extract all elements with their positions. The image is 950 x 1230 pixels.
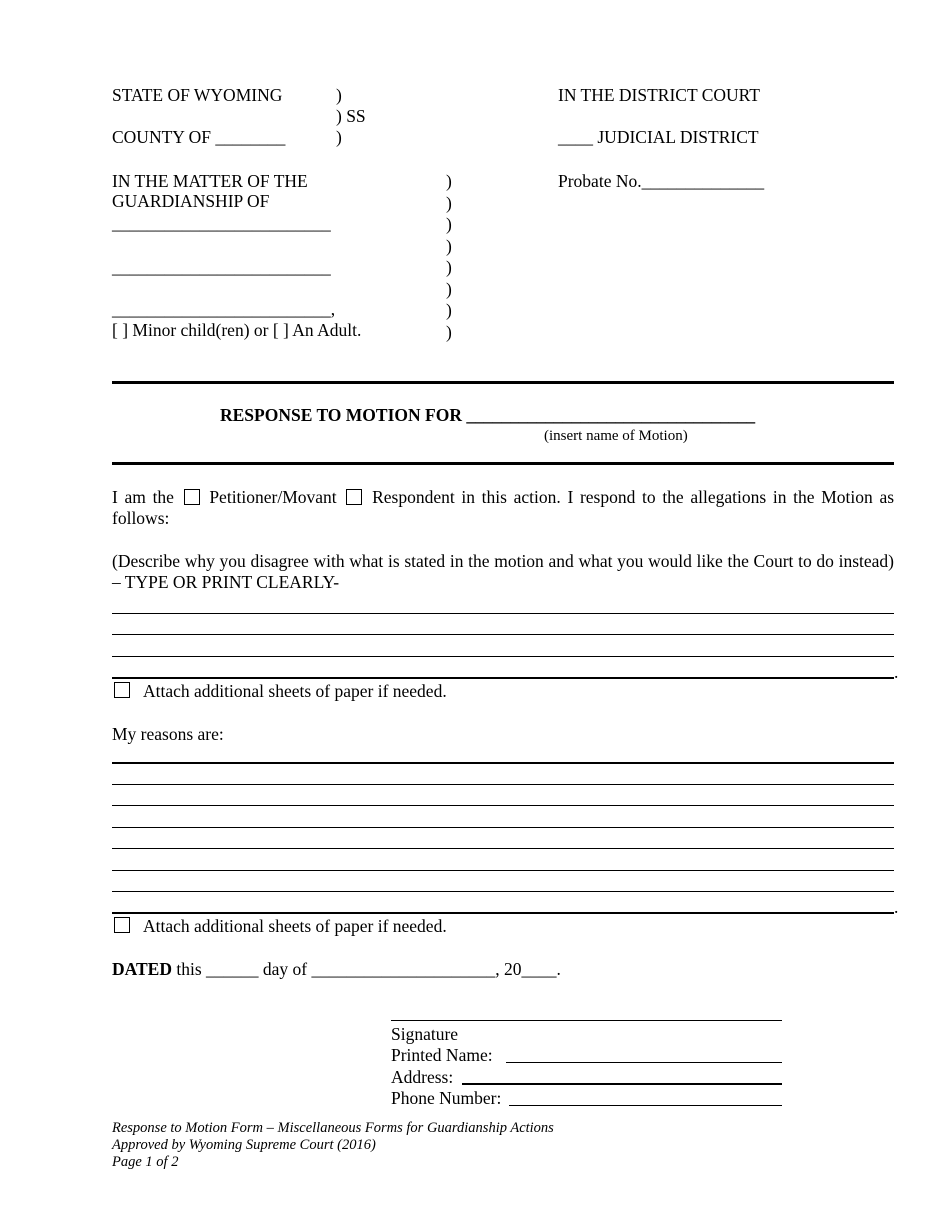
divider-bottom bbox=[112, 462, 894, 465]
footer-page-number: Page 1 of 2 bbox=[112, 1154, 179, 1170]
matter-line-1: IN THE MATTER OF THE bbox=[112, 171, 308, 191]
district-label: ____ JUDICIAL DISTRICT bbox=[558, 127, 759, 147]
response-line[interactable] bbox=[112, 677, 894, 679]
petitioner-label: Petitioner/Movant bbox=[209, 487, 337, 507]
dated-label: DATED bbox=[112, 959, 172, 979]
respondent-label: Respondent in this action. I respond to the allegations in the Motion as follows: bbox=[112, 487, 895, 528]
reasons-line[interactable] bbox=[112, 827, 894, 828]
reasons-line[interactable] bbox=[112, 891, 894, 892]
phone-label: Phone Number: bbox=[391, 1088, 502, 1108]
state-label: STATE OF WYOMING bbox=[112, 85, 283, 105]
response-line[interactable] bbox=[112, 656, 894, 657]
address-line[interactable] bbox=[462, 1083, 782, 1085]
minor-adult-choice[interactable]: [ ] Minor child(ren) or [ ] An Adult. bbox=[112, 320, 362, 340]
reasons-line[interactable] bbox=[112, 762, 894, 764]
dated-blanks[interactable]: this ______ day of _____________________, 20____. bbox=[176, 959, 561, 979]
reasons-line[interactable] bbox=[112, 848, 894, 849]
role-prefix: I am the bbox=[112, 487, 174, 507]
response-line[interactable] bbox=[112, 613, 894, 614]
attach-sheets-label-2: Attach additional sheets of paper if needed. bbox=[143, 916, 447, 936]
motion-name-note: (insert name of Motion) bbox=[544, 428, 688, 444]
reasons-line[interactable] bbox=[112, 870, 894, 871]
form-title: RESPONSE TO MOTION FOR _________________________________ bbox=[220, 405, 756, 425]
divider-top bbox=[112, 381, 894, 384]
role-paragraph bbox=[112, 487, 894, 529]
reasons-line[interactable] bbox=[112, 805, 894, 806]
ward-name-blank-1[interactable]: _________________________ bbox=[112, 213, 331, 233]
attach-sheets-checkbox-2[interactable] bbox=[114, 917, 130, 933]
printed-name-label: Printed Name: bbox=[391, 1045, 493, 1065]
signature-line[interactable] bbox=[391, 1020, 782, 1021]
matter-parens: ) ) ) ) ) ) ) ) bbox=[446, 171, 452, 342]
signature-label: Signature bbox=[391, 1024, 459, 1044]
dated-line[interactable] bbox=[112, 959, 561, 979]
attach-sheets-label-1: Attach additional sheets of paper if needed. bbox=[143, 681, 447, 701]
ward-name-blank-3[interactable]: _________________________, bbox=[112, 299, 336, 319]
footer-approval: Approved by Wyoming Supreme Court (2016) bbox=[112, 1137, 376, 1153]
petitioner-checkbox[interactable] bbox=[184, 489, 200, 505]
court-label: IN THE DISTRICT COURT bbox=[558, 85, 760, 105]
matter-line-2: GUARDIANSHIP OF bbox=[112, 191, 270, 211]
probate-number[interactable]: Probate No.______________ bbox=[558, 171, 765, 191]
footer-form-name: Response to Motion Form – Miscellaneous Forms for Guardianship Actions bbox=[112, 1120, 554, 1136]
response-line[interactable] bbox=[112, 634, 894, 635]
address-label: Address: bbox=[391, 1067, 454, 1087]
describe-instructions: (Describe why you disagree with what is stated in the motion and what you would like the Court to do instead) – TYPE OR PRINT CLEARLY- bbox=[112, 551, 894, 592]
caption-paren: ) bbox=[336, 127, 342, 147]
line-end-period: . bbox=[894, 662, 899, 682]
ss-label: ) SS bbox=[336, 106, 366, 126]
attach-sheets-checkbox-1[interactable] bbox=[114, 682, 130, 698]
printed-name-line[interactable] bbox=[506, 1062, 782, 1063]
reasons-line[interactable] bbox=[112, 784, 894, 785]
line-end-period: . bbox=[894, 897, 899, 917]
reasons-label: My reasons are: bbox=[112, 724, 224, 744]
respondent-checkbox[interactable] bbox=[346, 489, 362, 505]
reasons-line[interactable] bbox=[112, 912, 894, 914]
phone-line[interactable] bbox=[509, 1105, 782, 1106]
county-label: COUNTY OF ________ bbox=[112, 127, 286, 147]
caption-paren: ) bbox=[336, 85, 342, 105]
ward-name-blank-2[interactable]: _________________________ bbox=[112, 257, 331, 277]
